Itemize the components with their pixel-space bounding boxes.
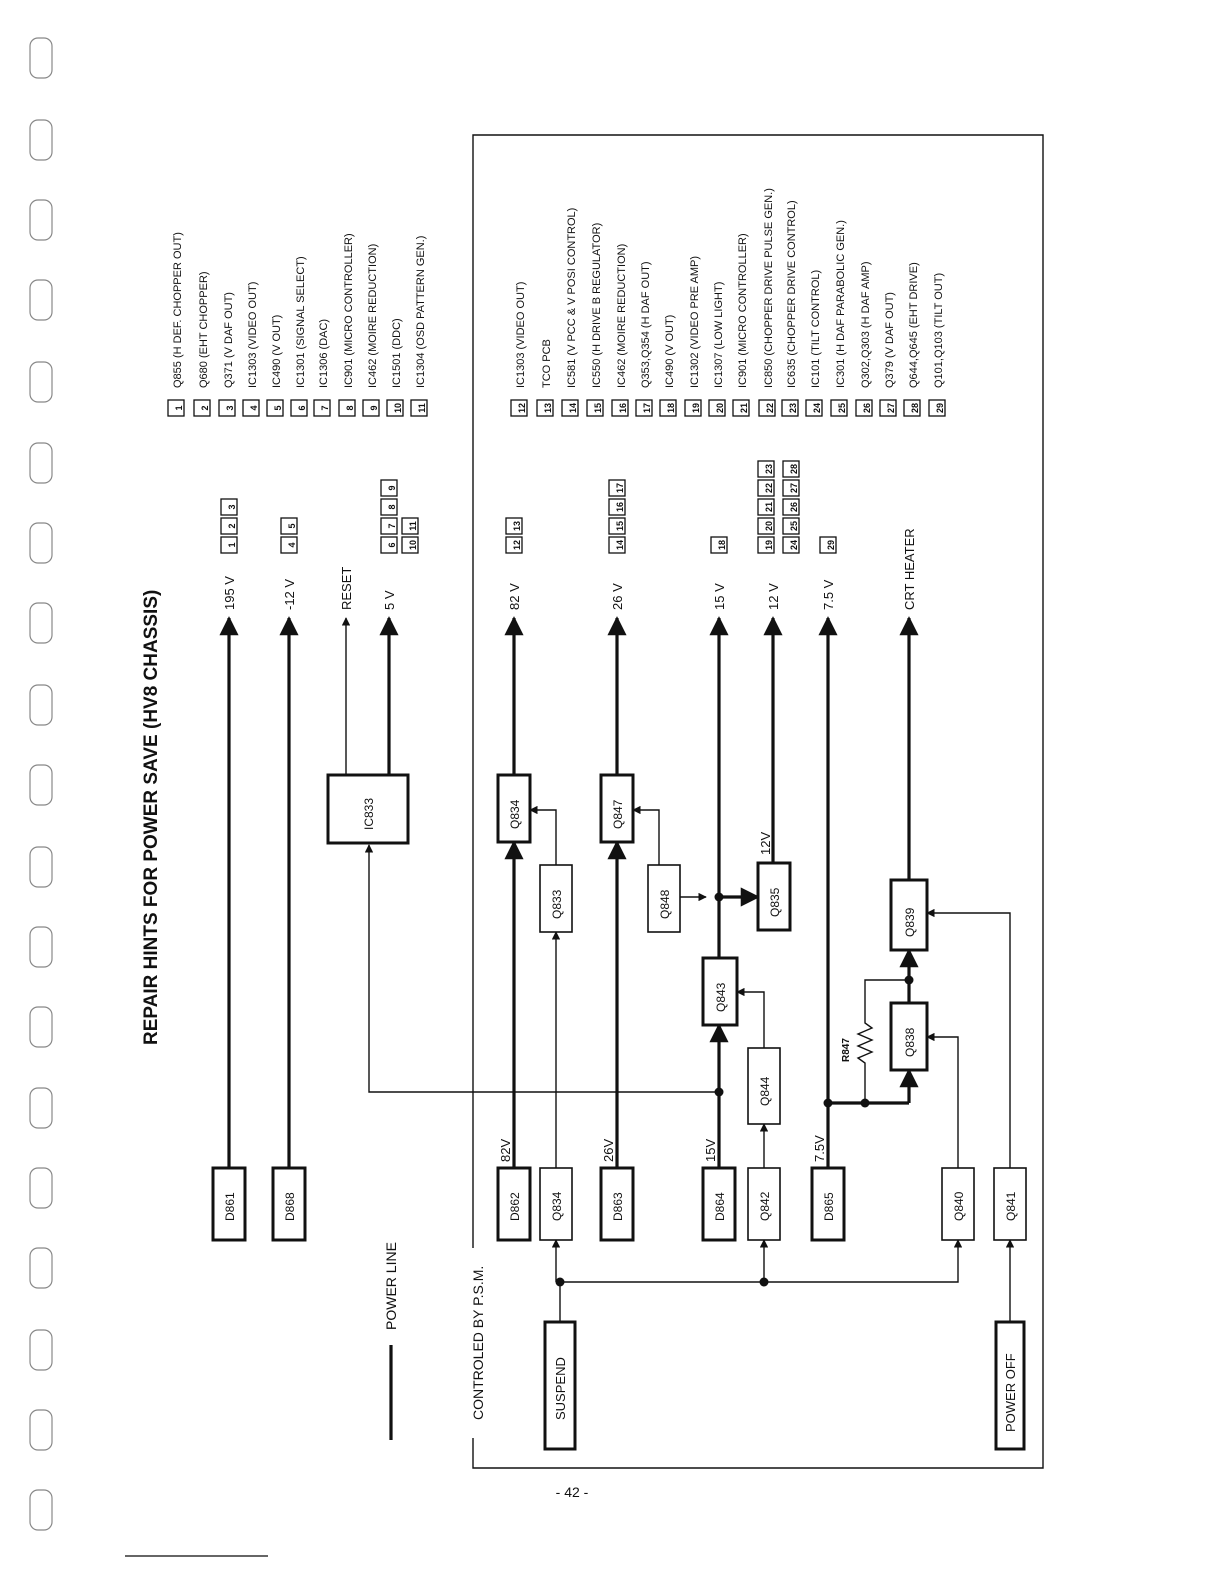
- voltage-82v: 82V: [498, 1138, 513, 1162]
- svg-text:13: 13: [511, 520, 522, 532]
- svg-text:25: 25: [788, 520, 799, 532]
- parts-list-number: [612, 400, 628, 416]
- svg-text:3: 3: [226, 504, 237, 510]
- parts-list-label: IC1302 (VIDEO PRE AMP): [689, 255, 701, 388]
- parts-list: [168, 188, 945, 416]
- ref-badge: [281, 518, 297, 534]
- parts-list-label: Q101,Q103 (TILT OUT): [933, 272, 945, 388]
- ref-badge: [221, 518, 237, 534]
- binder-hole: [30, 362, 52, 402]
- component-q835: [758, 863, 790, 930]
- parts-list-label: Q644,Q645 (EHT DRIVE): [908, 262, 920, 388]
- component-q842: [748, 1168, 780, 1240]
- output-26v: 26 V: [610, 583, 625, 610]
- svg-text:D863: D863: [611, 1192, 625, 1221]
- output-reset: RESET: [339, 566, 354, 610]
- output-labels: [222, 528, 917, 610]
- frame-label: CONTROLED BY P.S.M.: [470, 1265, 486, 1420]
- legend-label: POWER LINE: [383, 1242, 399, 1330]
- parts-list-number: [759, 400, 775, 416]
- output-5v: 5 V: [382, 590, 397, 610]
- parts-list-label: Q353,Q354 (H DAF OUT): [640, 261, 652, 388]
- binder-hole: [30, 443, 52, 483]
- parts-list-label: IC635 (CHOPPER DRIVE CONTROL): [786, 200, 798, 388]
- parts-list-label: IC1304 (OSD PATTERN GEN.): [415, 235, 427, 388]
- parts-list-number: [562, 400, 578, 416]
- ref-badge: [402, 518, 418, 534]
- svg-text:19: 19: [763, 539, 774, 551]
- svg-text:Q835: Q835: [768, 887, 782, 917]
- svg-text:22: 22: [763, 482, 774, 494]
- svg-text:1: 1: [173, 405, 184, 411]
- parts-list-number: [856, 400, 872, 416]
- parts-list-number: [537, 400, 553, 416]
- binder-hole: [30, 200, 52, 240]
- output-15v: 15 V: [712, 583, 727, 610]
- svg-text:Q847: Q847: [611, 799, 625, 829]
- binder-hole: [30, 1490, 52, 1530]
- svg-text:27: 27: [788, 482, 799, 494]
- svg-text:27: 27: [885, 402, 896, 414]
- svg-text:Q833: Q833: [550, 889, 564, 919]
- svg-text:9: 9: [368, 405, 379, 411]
- svg-text:SUSPEND: SUSPEND: [553, 1357, 568, 1420]
- svg-text:2: 2: [226, 523, 237, 529]
- parts-list-number: [782, 400, 798, 416]
- component-q834: [498, 775, 530, 842]
- svg-text:IC833: IC833: [362, 797, 376, 830]
- binder-holes: [30, 38, 52, 1530]
- parts-list-label: Q371 (V DAF OUT): [223, 292, 235, 388]
- parts-list-label: IC901 (MICRO CONTROLLER): [737, 233, 749, 388]
- svg-text:5: 5: [286, 523, 297, 529]
- svg-text:23: 23: [787, 402, 798, 414]
- svg-text:12: 12: [511, 539, 522, 551]
- binder-hole: [30, 603, 52, 643]
- ref-badge: [711, 537, 727, 553]
- svg-text:11: 11: [416, 403, 427, 413]
- parts-list-number: [194, 400, 210, 416]
- parts-list-label: IC1306 (DAC): [318, 318, 330, 388]
- binder-hole: [30, 1088, 52, 1128]
- svg-text:10: 10: [392, 402, 403, 414]
- voltage-12v: 12V: [758, 831, 773, 855]
- component-d861: [213, 1168, 245, 1240]
- svg-text:16: 16: [614, 501, 625, 513]
- svg-text:22: 22: [764, 402, 775, 414]
- svg-text:18: 18: [716, 539, 727, 551]
- parts-list-number: [636, 400, 652, 416]
- svg-text:POWER OFF: POWER OFF: [1003, 1353, 1018, 1432]
- ref-badge: [783, 537, 799, 553]
- parts-list-label: IC490 (V OUT): [271, 314, 283, 388]
- parts-list-label: IC550 (H DRIVE B REGULATOR): [591, 222, 603, 388]
- svg-text:26: 26: [861, 402, 872, 414]
- component-q839: [891, 880, 927, 950]
- output-minus12v: -12 V: [282, 578, 297, 610]
- svg-text:Q840: Q840: [952, 1191, 966, 1221]
- svg-text:15: 15: [614, 520, 625, 532]
- parts-list-label: IC850 (CHOPPER DRIVE PULSE GEN.): [763, 188, 775, 388]
- svg-text:4: 4: [286, 542, 297, 548]
- ref-badge: [381, 518, 397, 534]
- ref-badge: [402, 537, 418, 553]
- voltage-26v: 26V: [601, 1138, 616, 1162]
- component-q848: [648, 865, 680, 932]
- binder-hole: [30, 523, 52, 563]
- ref-badge: [783, 518, 799, 534]
- component-d865: [812, 1168, 844, 1240]
- component-d868: [273, 1168, 305, 1240]
- component-ic833: [328, 775, 408, 843]
- parts-list-label: IC1501 (DDC): [391, 318, 403, 388]
- parts-list-number: [363, 400, 379, 416]
- svg-text:8: 8: [386, 504, 397, 510]
- binder-hole: [30, 685, 52, 725]
- svg-text:12: 12: [516, 402, 527, 414]
- parts-list-number: [733, 400, 749, 416]
- parts-list-number: [880, 400, 896, 416]
- parts-list-label: IC101 (TILT CONTROL): [810, 269, 822, 388]
- ref-badges: [221, 461, 836, 553]
- parts-list-label: IC901 (MICRO CONTROLLER): [343, 233, 355, 388]
- parts-list-label: IC1301 (SIGNAL SELECT): [295, 256, 307, 388]
- component-d862: [498, 1168, 530, 1240]
- svg-text:D861: D861: [223, 1192, 237, 1221]
- svg-text:14: 14: [567, 402, 578, 414]
- parts-list-number: [387, 400, 403, 416]
- svg-text:23: 23: [763, 463, 774, 475]
- output-195v: 195 V: [222, 576, 237, 610]
- parts-list-number: [219, 400, 235, 416]
- input-suspend: [545, 1322, 575, 1449]
- component-q843: [703, 958, 737, 1025]
- binder-hole: [30, 765, 52, 805]
- component-q847: [601, 775, 633, 842]
- svg-text:Q834: Q834: [550, 1191, 564, 1221]
- svg-text:24: 24: [788, 539, 799, 551]
- parts-list-number: [314, 400, 330, 416]
- ref-badge: [758, 518, 774, 534]
- svg-text:17: 17: [614, 482, 625, 494]
- svg-text:6: 6: [296, 405, 307, 411]
- parts-list-label: IC1303 (VIDEO OUT): [515, 281, 527, 388]
- svg-text:17: 17: [641, 402, 652, 414]
- svg-text:10: 10: [407, 539, 418, 551]
- svg-text:Q838: Q838: [903, 1027, 917, 1057]
- svg-text:D862: D862: [508, 1192, 522, 1221]
- parts-list-number: [168, 400, 184, 416]
- voltage-75v: 7.5V: [812, 1135, 827, 1162]
- ref-badge: [221, 499, 237, 515]
- component-q833: [540, 865, 572, 932]
- svg-text:6: 6: [386, 542, 397, 548]
- ref-badge: [758, 480, 774, 496]
- binder-hole: [30, 1168, 52, 1208]
- parts-list-number: [929, 400, 945, 416]
- binder-hole: [30, 1248, 52, 1288]
- ref-badge: [381, 537, 397, 553]
- components: [213, 775, 1026, 1449]
- svg-text:15: 15: [592, 402, 603, 414]
- output-75v: 7.5 V: [821, 579, 836, 610]
- parts-list-label: Q379 (V DAF OUT): [884, 292, 896, 388]
- parts-list-number: [511, 400, 527, 416]
- parts-list-label: Q855 (H DEF. CHOPPER OUT): [172, 232, 184, 388]
- svg-text:20: 20: [714, 402, 725, 414]
- svg-text:8: 8: [344, 405, 355, 411]
- binder-hole: [30, 1410, 52, 1450]
- svg-text:11: 11: [407, 521, 418, 531]
- parts-list-number: [243, 400, 259, 416]
- parts-list-label: Q302,Q303 (H DAF AMP): [860, 261, 872, 388]
- svg-text:28: 28: [909, 402, 920, 414]
- binder-hole: [30, 120, 52, 160]
- component-q838: [891, 1003, 927, 1070]
- svg-text:D865: D865: [822, 1192, 836, 1221]
- component-q834-lower: [540, 1168, 572, 1240]
- parts-list-label: Q680 (EHT CHOPPER): [198, 271, 210, 388]
- svg-text:28: 28: [788, 463, 799, 475]
- input-power-off: [996, 1322, 1024, 1449]
- output-crt-heater: CRT HEATER: [902, 528, 917, 610]
- svg-text:19: 19: [690, 402, 701, 414]
- ref-badge: [281, 537, 297, 553]
- ref-badge: [609, 480, 625, 496]
- ref-badge: [758, 537, 774, 553]
- binder-hole: [30, 1330, 52, 1370]
- parts-list-label: IC462 (MOIRE REDUCTION): [616, 243, 628, 388]
- voltage-15v: 15V: [703, 1138, 718, 1162]
- svg-text:Q842: Q842: [758, 1191, 772, 1221]
- parts-list-label: IC1303 (VIDEO OUT): [247, 281, 259, 388]
- svg-text:24: 24: [811, 402, 822, 414]
- parts-list-number: [660, 400, 676, 416]
- output-12v: 12 V: [766, 583, 781, 610]
- svg-text:Q843: Q843: [714, 982, 728, 1012]
- svg-text:Q834: Q834: [508, 799, 522, 829]
- svg-text:21: 21: [763, 501, 774, 513]
- ref-badge: [506, 518, 522, 534]
- ref-badge: [758, 499, 774, 515]
- svg-text:13: 13: [542, 402, 553, 414]
- page-number: - 42 -: [555, 1484, 589, 1500]
- ref-badge: [221, 537, 237, 553]
- component-q844: [748, 1048, 780, 1124]
- svg-text:7: 7: [319, 405, 330, 411]
- parts-list-label: IC1307 (LOW LIGHT): [713, 281, 725, 388]
- binder-hole: [30, 847, 52, 887]
- ref-badge: [381, 499, 397, 515]
- svg-text:2: 2: [199, 405, 210, 411]
- parts-list-label: IC581 (V PCC & V POSI CONTROL): [566, 207, 578, 388]
- svg-text:4: 4: [248, 405, 259, 411]
- parts-list-number: [709, 400, 725, 416]
- parts-list-number: [685, 400, 701, 416]
- ref-badge: [783, 461, 799, 477]
- svg-text:14: 14: [614, 539, 625, 551]
- svg-text:5: 5: [272, 405, 283, 411]
- output-82v: 82 V: [507, 583, 522, 610]
- r847-label: R847: [841, 1038, 852, 1062]
- svg-text:D868: D868: [283, 1192, 297, 1221]
- parts-list-label: TCO PCB: [541, 339, 553, 388]
- ref-badge: [820, 537, 836, 553]
- ref-badge: [783, 480, 799, 496]
- binder-hole: [30, 280, 52, 320]
- svg-text:25: 25: [836, 402, 847, 414]
- svg-text:Q844: Q844: [758, 1076, 772, 1106]
- parts-list-label: IC462 (MOIRE REDUCTION): [367, 243, 379, 388]
- svg-text:Q841: Q841: [1004, 1191, 1018, 1221]
- ref-badge: [506, 537, 522, 553]
- svg-text:7: 7: [386, 523, 397, 529]
- svg-text:Q839: Q839: [903, 907, 917, 937]
- parts-list-number: [411, 400, 427, 416]
- page-title: REPAIR HINTS FOR POWER SAVE (HV8 CHASSIS): [141, 589, 162, 1045]
- svg-text:26: 26: [788, 501, 799, 513]
- parts-list-number: [831, 400, 847, 416]
- parts-list-number: [291, 400, 307, 416]
- parts-list-number: [904, 400, 920, 416]
- ref-badge: [609, 499, 625, 515]
- binder-hole: [30, 927, 52, 967]
- component-q840: [942, 1168, 974, 1240]
- svg-text:D864: D864: [713, 1192, 727, 1221]
- parts-list-number: [806, 400, 822, 416]
- svg-text:18: 18: [665, 402, 676, 414]
- ref-badge: [783, 499, 799, 515]
- svg-text:3: 3: [224, 405, 235, 411]
- binder-hole: [30, 1007, 52, 1047]
- svg-text:29: 29: [934, 402, 945, 414]
- svg-text:29: 29: [825, 539, 836, 551]
- ref-badge: [609, 518, 625, 534]
- svg-text:20: 20: [763, 520, 774, 532]
- parts-list-label: IC490 (V OUT): [664, 314, 676, 388]
- svg-text:21: 21: [738, 402, 749, 414]
- svg-text:Q848: Q848: [658, 889, 672, 919]
- binder-hole: [30, 38, 52, 78]
- parts-list-number: [267, 400, 283, 416]
- ref-badge: [758, 461, 774, 477]
- svg-text:9: 9: [386, 485, 397, 491]
- parts-list-label: IC301 (H DAF PARABOLIC GEN.): [835, 220, 847, 388]
- component-d864: [703, 1168, 735, 1240]
- component-q841: [994, 1168, 1026, 1240]
- parts-list-number: [339, 400, 355, 416]
- svg-text:1: 1: [226, 542, 237, 548]
- parts-list-number: [587, 400, 603, 416]
- ref-badge: [381, 480, 397, 496]
- component-d863: [601, 1168, 633, 1240]
- ref-badge: [609, 537, 625, 553]
- svg-text:16: 16: [617, 402, 628, 414]
